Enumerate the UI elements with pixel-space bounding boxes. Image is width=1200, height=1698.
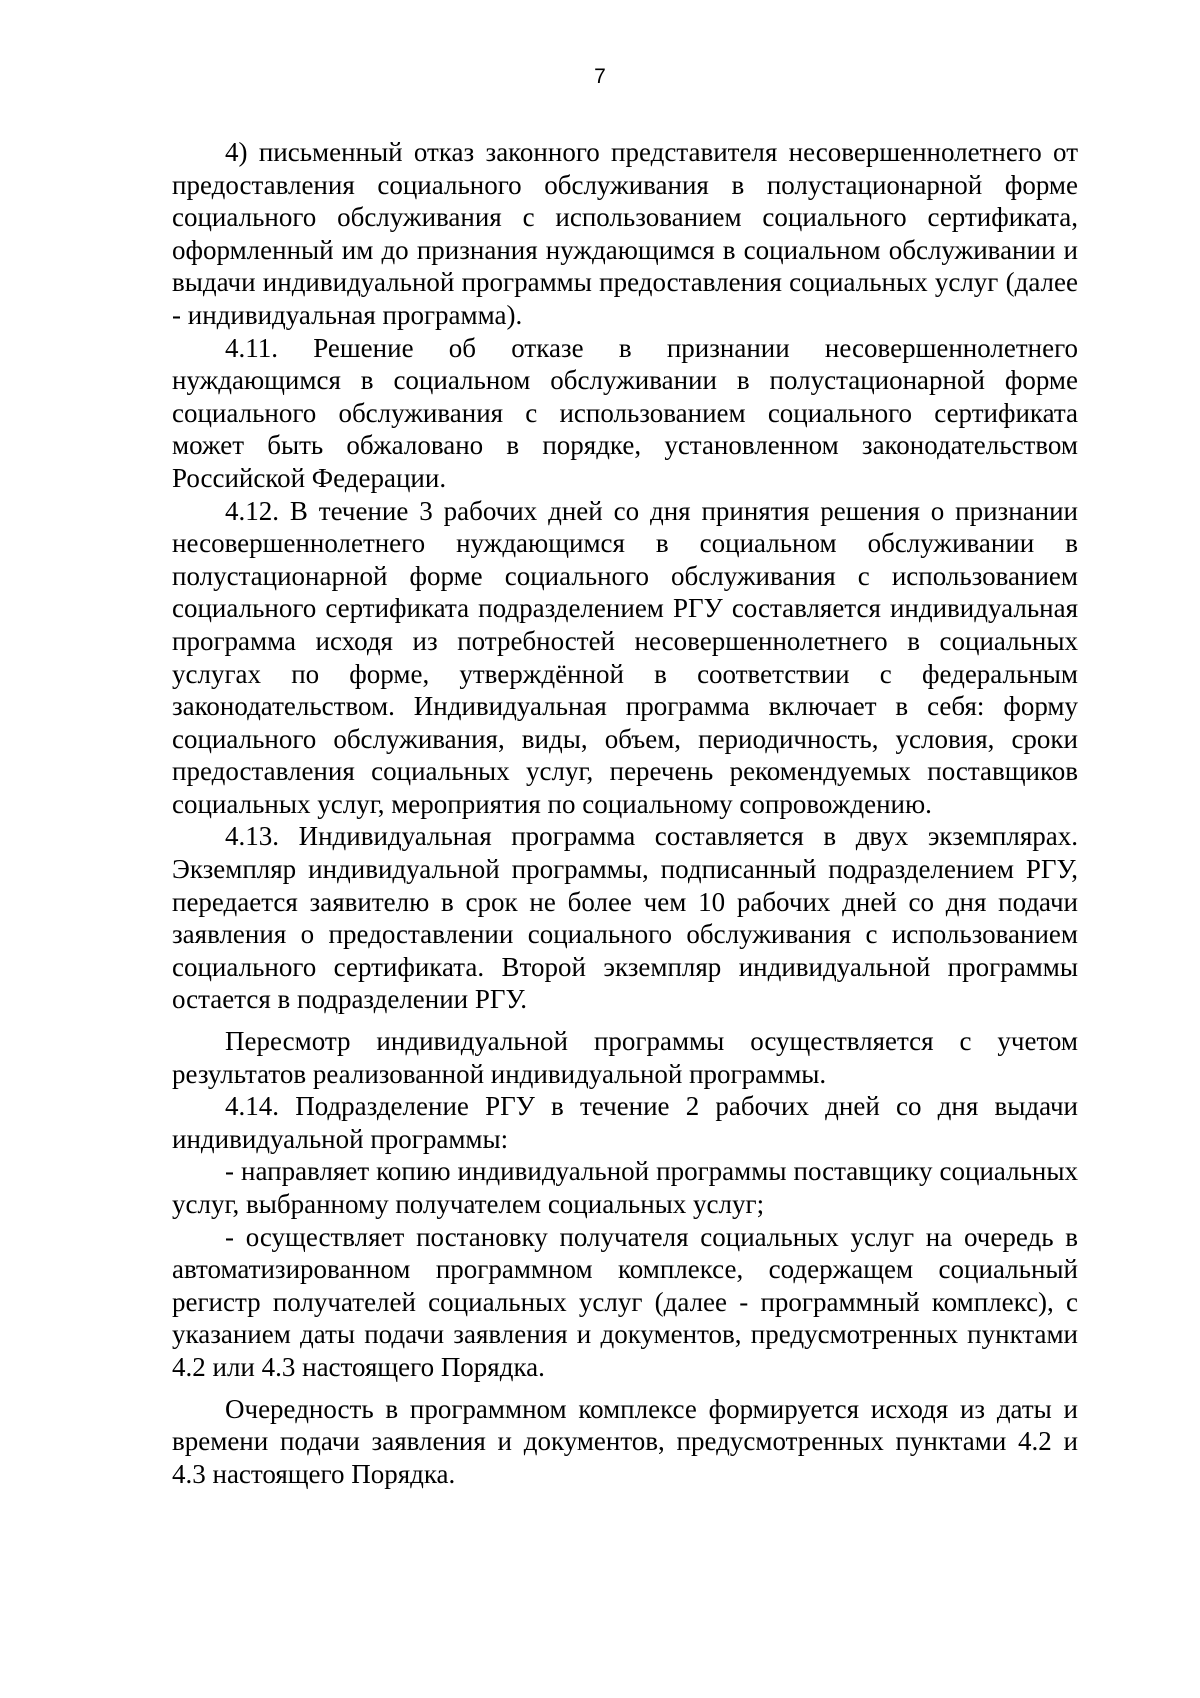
- paragraph-4-13: 4.13. Индивидуальная программа составляется в двух экземплярах. Экземпляр индивидуальной программы, подписанный подразделением РГУ, передается заявителю в срок не более чем 10 рабочих дней со дня подачи заявления о предоставлении социального обслуживания с использованием социального сертификата. Второй экземпляр индивидуальной программы остается в подразделении РГУ.: [172, 821, 1078, 1015]
- document-body: [172, 136, 1078, 1490]
- paragraph-queue-order: Очередность в программном комплексе формируется исходя из даты и времени подачи заявления и документов, предусмотренных пунктами 4.2 и 4.3 настоящего Порядка.: [172, 1393, 1078, 1489]
- paragraph-4-14: 4.14. Подразделение РГУ в течение 2 рабочих дней со дня выдачи индивидуальной программы:: [172, 1091, 1078, 1154]
- paragraph-4-12: 4.12. В течение 3 рабочих дней со дня принятия решения о признании несовершеннолетнего нуждающимся в социальном обслуживании в полустационарной форме социального обслуживания с использованием социального сертификата подразделением РГУ составляется индивидуальная программа исходя из потребностей несовершеннолетнего в социальных услугах по форме, утверждённой в соответствии с федеральным законодательством. Индивидуальная программа включает в себя: форму социального обслуживания, виды, объем, периодичность, условия, сроки предоставления социальных услуг, перечень рекомендуемых поставщиков социальных услуг, мероприятия по социальному сопровождению.: [172, 495, 1078, 819]
- paragraph-4-11: 4.11. Решение об отказе в признании несовершеннолетнего нуждающимся в социальном обслуживании в полустационарной форме социального обслуживания с использованием социального сертификата может быть обжаловано в порядке, установленном законодательством Российской Федерации.: [172, 332, 1078, 493]
- paragraph-item-4: 4) письменный отказ законного представителя несовершеннолетнего от предоставления социального обслуживания в полустационарной форме социального обслуживания с использованием социального сертификата, оформленный им до признания нуждающимся в социальном обслуживании и выдачи индивидуальной программы предоставления социальных услуг (далее - индивидуальная программа).: [172, 137, 1078, 330]
- list-item-queue-registration: - осуществляет постановку получателя социальных услуг на очередь в автоматизированном программном комплексе, содержащем социальный регистр получателей социальных услуг (далее - программный комплекс), с указанием даты подачи заявления и документов, предусмотренных пунктами 4.2 или 4.3 настоящего Порядка.: [172, 1221, 1078, 1382]
- paragraph-program-revision: Пересмотр индивидуальной программы осуществляется с учетом результатов реализованной индивидуальной программы.: [172, 1026, 1078, 1089]
- list-item-send-copy: - направляет копию индивидуальной программы поставщику социальных услуг, выбранному получателем социальных услуг;: [172, 1156, 1078, 1219]
- page-number: 7: [594, 65, 606, 88]
